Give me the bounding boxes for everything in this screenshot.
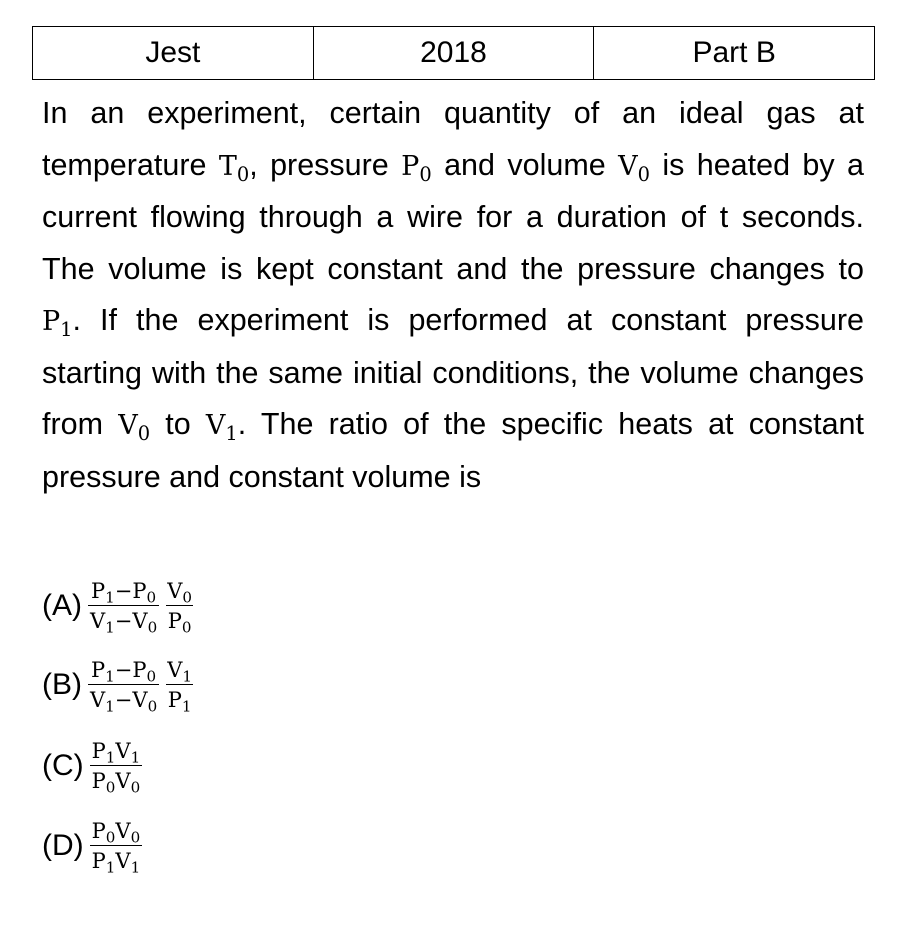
option-d-fraction: $\frac{P_0V_0}{P_1V_1}$	[91, 819, 141, 877]
part-cell: Part B	[594, 27, 875, 80]
symbol-v1: $V_1$	[205, 410, 238, 445]
option-a-fraction-1: $\frac{P_1-P_0}{V_1-V_0}$	[90, 579, 158, 637]
symbol-p0: $P_0$	[401, 150, 432, 186]
option-b-label: (B)	[42, 668, 82, 701]
exam-cell: Jest	[33, 27, 314, 80]
symbol-v0-second: $V_0$	[118, 410, 151, 445]
year-cell: 2018	[313, 27, 594, 80]
option-b-fraction-2: $\frac{V_1}{P_1}$	[167, 658, 192, 716]
option-a[interactable]	[42, 579, 200, 637]
option-c[interactable]	[42, 739, 148, 797]
option-b[interactable]	[42, 658, 200, 716]
option-d[interactable]	[42, 819, 148, 877]
option-c-label: (C)	[42, 749, 84, 782]
option-b-fraction-1: $\frac{P_1-P_0}{V_1-V_0}$	[90, 658, 158, 716]
header-row	[33, 27, 875, 80]
option-a-label: (A)	[42, 589, 82, 622]
header-table	[32, 26, 875, 80]
question-text: In an experiment, certain quantity of an ideal gas at temperature $T_0$, pressure $P_0$ and volume $V_0$ is heated by a current flowing through a wire for a duration of t seconds. The volume is kept constant and the pressure changes to $P_1$. If the experiment is performed at constant pressure starting with the same initial conditions, the volume changes from $V_0$ to $V_1$. The ratio of the specific heats at constant pressure and constant volume is	[42, 96, 864, 494]
option-a-fraction-2: $\frac{V_0}{P_0}$	[167, 579, 192, 637]
option-c-fraction: $\frac{P_1V_1}{P_0V_0}$	[91, 739, 141, 797]
symbol-t0: $T_0$	[218, 150, 250, 186]
symbol-p1: $P_1$	[42, 306, 73, 341]
symbol-v0: $V_0$	[618, 150, 650, 186]
option-d-label: (D)	[42, 829, 84, 862]
